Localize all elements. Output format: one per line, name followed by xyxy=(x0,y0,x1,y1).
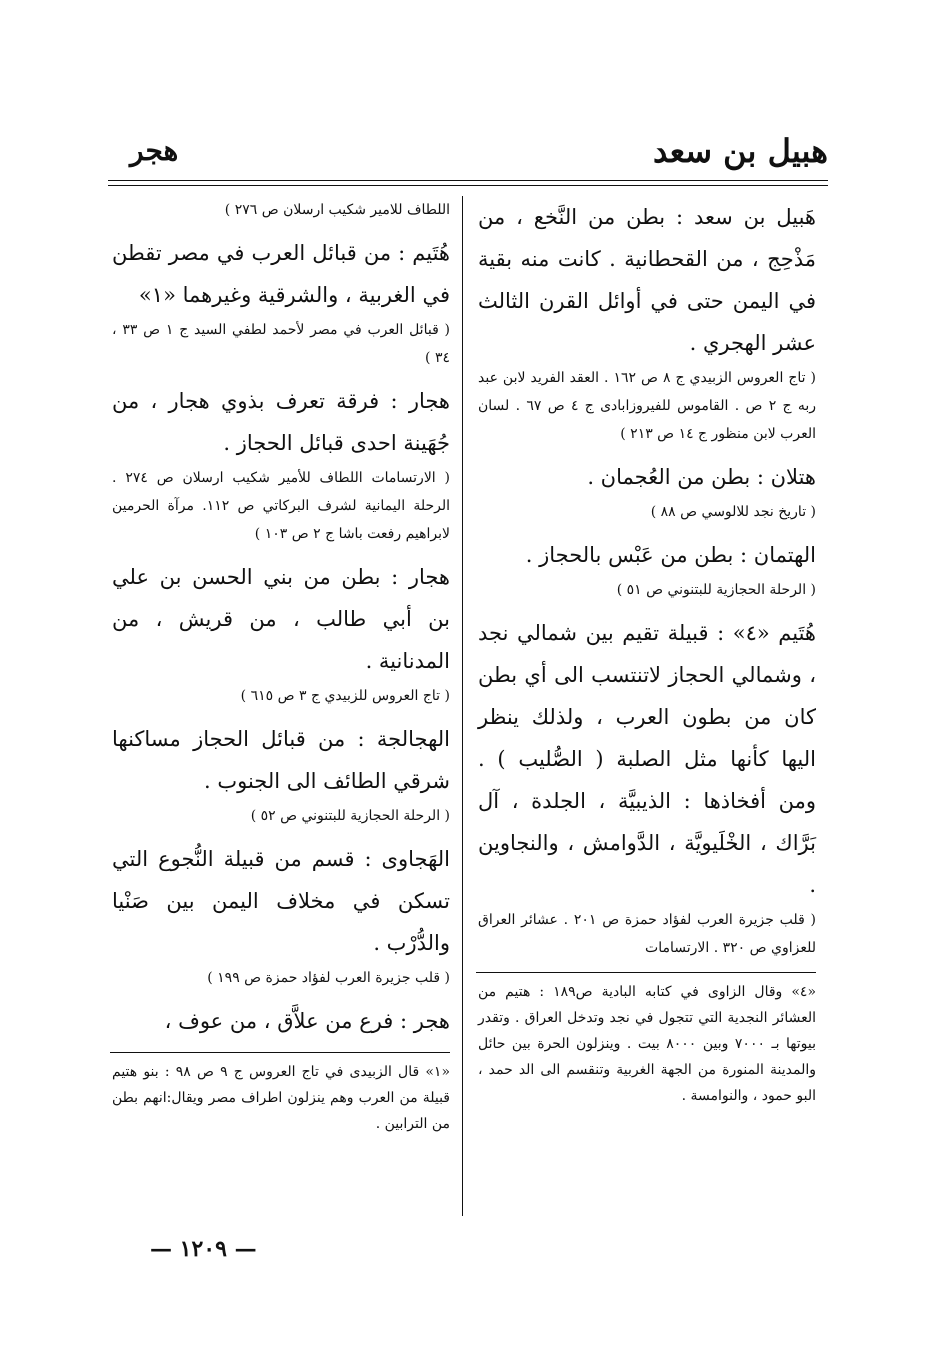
entry-hutaym-egypt: هُتَيم : من قبائل العرب في مصر تقطن في الغربية ، والشرقية وغيرهما «١» xyxy=(112,241,450,307)
entry-hajawi: الهَجاوى : قسم من قبيلة النُّجوع التي تسكن في مخلاف اليمن بين صَنْيا والدُّرْب . xyxy=(112,847,450,955)
left-column xyxy=(112,196,450,1137)
entry-source: ( تاريخ نجد للالوسي ص ٨٨ ) xyxy=(650,504,816,520)
entry-hatlan: هتلان : بطن من العُجمان . xyxy=(587,465,816,489)
footnote-1: «١» قال الزبيدى في تاج العروس ج ٩ ص ٩٨ : بنو هتيم قبيلة من العرب وهم ينزلون اطراف مصر ويقال:انهم بطن من الترابين . xyxy=(112,1064,451,1132)
entry-source: ( قلب جزيرة العرب لفؤاد حمزة ص ٢٠١ . عشائر العراق للعزاوي ص ٣٢٠ . الارتسامات xyxy=(478,912,816,956)
header-title-right: هبيل بن سعد xyxy=(652,132,828,170)
header-rule-top xyxy=(108,180,828,181)
header-rule-bottom xyxy=(108,185,828,186)
right-column xyxy=(478,196,816,1109)
entry-hajalija: الهجالجة : من قبائل الحجاز مساكنها شرقي الطائف الى الجنوب . xyxy=(112,727,450,793)
entry-hijar-juhayna: هجار : فرقة تعرف بذوي هجار ، من جُهَينة احدى قبائل الحجاز . xyxy=(112,389,450,455)
source-continuation: اللطاف للامير شكيب ارسلان ص ٢٧٦ ) xyxy=(224,202,450,218)
entry-hajar: هجر : فرع من علاَّق ، من عوف ، xyxy=(164,1009,450,1033)
header-title-left: هجر xyxy=(130,134,179,167)
running-header xyxy=(108,128,828,174)
entry-source: ( تاج العروس الزبيدي ج ٨ ص ١٦٢ . العقد الفريد لابن عبد ربه ج ٢ ص . القاموس للفيروزابادى ج ٤ ص ٦٧ . لسان العرب لابن منظور ج ١٤ ص ٢١٣ ) xyxy=(478,370,817,442)
footnote-rule xyxy=(476,972,816,973)
footnote-rule xyxy=(110,1052,450,1053)
page-number: — ١٢٠٩ — xyxy=(150,1236,257,1262)
entry-source: ( قلب جزيرة العرب لفؤاد حمزة ص ١٩٩ ) xyxy=(207,970,450,986)
entry-source: ( الرحلة الحجازية للبتنوني ص ٥٢ ) xyxy=(250,808,450,824)
entry-habil: هَبيل بن سعد : بطن من النَّخع ، من مَذْحِج ، من القحطانية . كانت منه بقية في اليمن حتى في أوائل القرن الثالث عشر الهجري . xyxy=(478,205,816,355)
entry-source: ( تاج العروس للزبيدي ج ٣ ص ٦١٥ ) xyxy=(240,688,450,704)
entry-hutaym: هُتَيم «٤» : قبيلة تقيم بين شمالي نجد ، وشمالي الحجاز لاتنتسب الى أي بطن كان من بطون العرب ، ولذلك ينظر اليها كأنها مثل الصلبة ( الصُّليب ) . ومن أفخاذها : الذيبيَّة ، الجلدة ، آل بَرَّاك ، الخْلَيويَّة ، الدَّوامش ، والنجاوين . xyxy=(478,621,817,897)
entry-source: ( الرحلة الحجازية للبتنوني ص ٥١ ) xyxy=(616,582,816,598)
entry-source: ( قبائل العرب في مصر لأحمد لطفي السيد ج ١ ص ٣٣ ، ٣٤ ) xyxy=(112,322,451,366)
entry-hatman: الهتمان : بطن من عَبْس بالحجاز . xyxy=(525,543,816,567)
entry-source: ( الارتسامات اللطاف للأمير شكيب ارسلان ص ٢٧٤ . الرحلة اليمانية لشرف البركاتي ص ١١٢. مرآة الحرمين لابراهيم رفعت باشا ج ٢ ص ١٠٣ ) xyxy=(112,470,451,542)
entry-hijar-hasan: هجار : بطن من بني الحسن بن علي بن أبي طالب ، من قريش ، من المدنانية . xyxy=(112,565,450,673)
footnote-4: «٤» وقال الزاوى في كتابه البادية ص١٨٩ : هتيم من العشائر النجدية التي تتجول في نجد وتدخل العراق . وتقدر بيوتها بـ ٧٠٠٠ وبين ٨٠٠٠ بيت . وينزلون الحرة بين حائل والمدينة المنورة من الجهة الغربية وتنقسم الى الد حمد ، البو حمود ، والنوامسة . xyxy=(478,984,817,1104)
column-divider xyxy=(462,196,463,1216)
